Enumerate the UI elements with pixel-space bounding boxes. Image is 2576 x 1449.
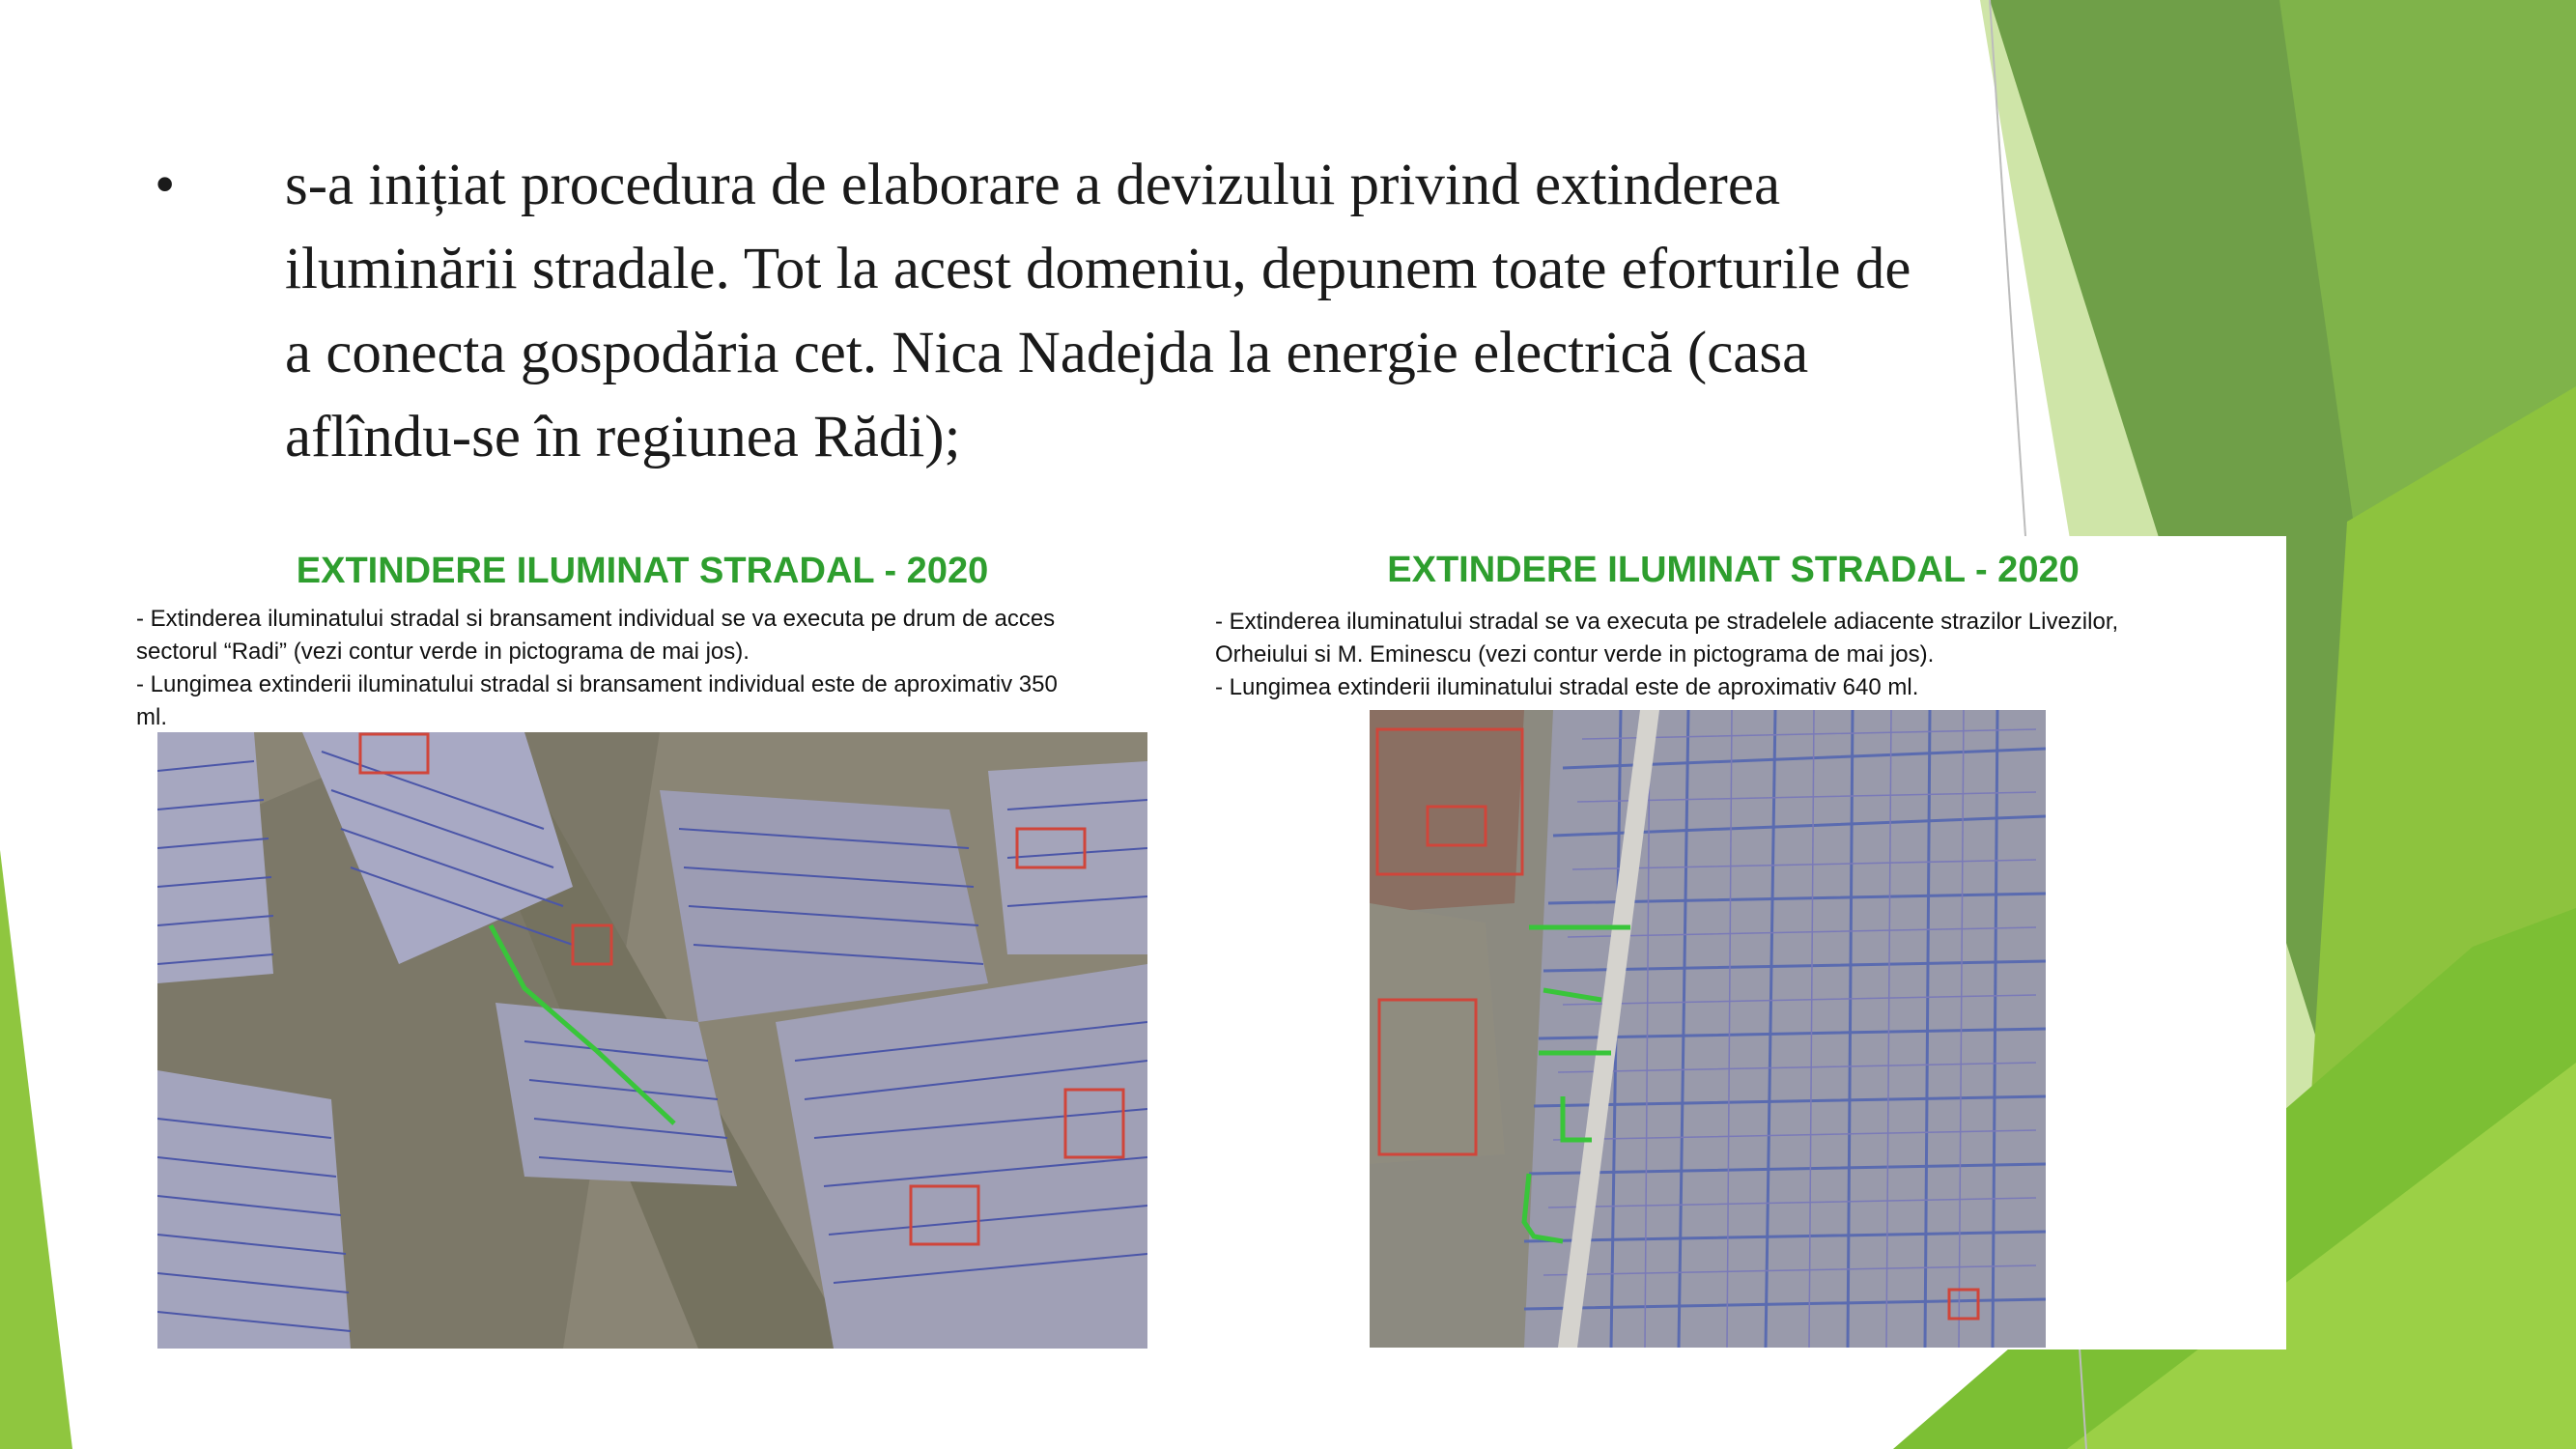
right-panel-description [1215, 606, 2278, 704]
left-panel-line: - Lungimea extinderii iluminatului stradal si bransament individual este de aproximativ 350 [136, 671, 1058, 697]
left-panel-line: sectorul “Radi” (vezi contur verde in pictograma de mai jos). [136, 639, 750, 665]
bullet-line: aflîndu-se în regiunea Rădi); [285, 405, 961, 469]
right-map-panel [1180, 536, 2286, 1350]
left-panel-description [136, 603, 1150, 734]
right-panel-title: EXTINDERE ILUMINAT STRADAL - 2020 [1387, 550, 2080, 590]
bullet-line: s-a inițiat procedura de elaborare a devizului privind extinderea [285, 153, 1781, 217]
left-satellite-map [157, 732, 1147, 1349]
right-panel-line: - Extinderea iluminatului stradal se va executa pe stradelele adiacente strazilor Livezilor, [1215, 609, 2119, 635]
left-panel-line: - Extinderea iluminatului stradal si bransament individual se va executa pe drum de acces [136, 606, 1056, 632]
bullet-marker: • [155, 153, 176, 217]
parcel-block [157, 1070, 351, 1349]
parcel-block [1370, 710, 1524, 913]
left-panel-title: EXTINDERE ILUMINAT STRADAL - 2020 [296, 551, 989, 591]
bullet-line: iluminării stradale. Tot la acest domeniu, depunem toate eforturile de [285, 237, 1911, 301]
right-panel-line: Orheiului si M. Eminescu (vezi contur verde in pictograma de mai jos). [1215, 641, 1935, 668]
deco-left-shard [0, 850, 72, 1449]
parcel-block [660, 790, 988, 1022]
right-satellite-map [1370, 710, 2046, 1348]
left-map-panel [130, 539, 1154, 1352]
parcel-block [1370, 903, 1505, 1164]
left-panel-line: ml. [136, 704, 167, 730]
bullet-line: a conecta gospodăria cet. Nica Nadejda la energie electrică (casa [285, 321, 1809, 385]
right-panel-line: - Lungimea extinderii iluminatului stradal este de aproximativ 640 ml. [1215, 674, 1919, 700]
bullet-text [285, 143, 2207, 479]
